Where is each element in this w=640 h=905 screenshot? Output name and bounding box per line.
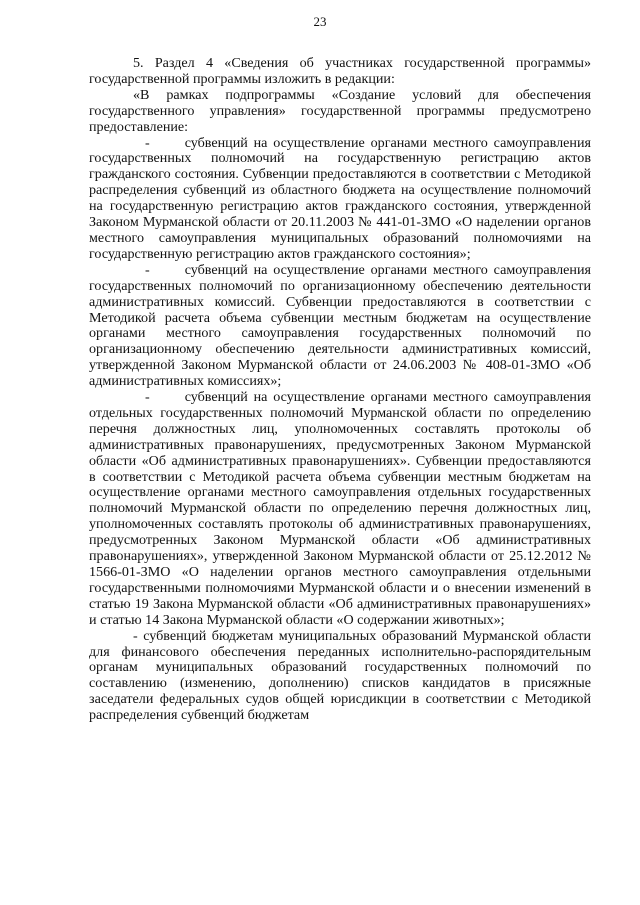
page-number: 23 — [313, 14, 327, 29]
paragraph-subvention-civil-registration: - субвенций на осуществление органами местного самоуправления государственных полномочий на государственную регистрацию актов гражданского состояния. Субвенции предоставляются в соответствии с Методикой распределения субвенций из областного бюджета на осуществление полномочий на государственную регистрацию актов гражданского состояния, утвержденной Законом Мурманской области от 20.11.2003 № 441-01-ЗМО «О наделении органов местного самоуправления муниципальных образований полномочиями на государственную регистрацию актов гражданского состояния»; — [89, 134, 591, 262]
document-body — [89, 56, 591, 724]
paragraph-subvention-protocol-officials: - субвенций на осуществление органами местного самоуправления отдельных государственных полномочий Мурманской области по определению перечня должностных лиц, уполномоченных составлять протоколы об административных правонарушениях, предусмотренных Законом Мурманской области «Об административных правонарушениях». Субвенции предоставляются в соответствии с Методикой расчета объема субвенции местным бюджетам на осуществление органами местного самоуправления отдельных государственных полномочий Мурманской области по определению перечня должностных лиц, уполномоченных составлять протоколы об административных правонарушениях, предусмотренных Законом Мурманской области «Об административных правонарушениях», утвержденной Законом Мурманской области от 25.12.2012 № 1566-01-ЗМО «О наделении органов местного самоуправления отдельными государственными полномочиями Мурманской области и о внесении изменений в статью 19 Закона Мурманской области «Об административных правонарушениях» и статью 14 Закона Мурманской области «О содержании животных»; — [89, 389, 591, 628]
paragraph-subprogram-intro: «В рамках подпрограммы «Создание условий для обеспечения государственного управления» государственной программы предусмотрено предоставление: — [89, 86, 591, 135]
paragraph-subvention-jurors: - субвенций бюджетам муниципальных образований Мурманской области для финансового обеспечения переданных исполнительно-распорядительным органам муниципальных образований государственных полномочий по составлению (изменению, дополнению) списков кандидатов в присяжные заседатели федеральных судов общей юрисдикции в соответствии с Методикой распределения субвенций бюджетам — [89, 627, 591, 724]
paragraph-subvention-administrative-commissions: - субвенций на осуществление органами местного самоуправления государственных полномочий по организационному обеспечению деятельности административных комиссий. Субвенции предоставляются в соответствии с Методикой расчета объема субвенции местным бюджетам на осуществление органами местного самоуправления государственных полномочий по организационному обеспечению деятельности административных комиссий, утвержденной Законом Мурманской области от 24.06.2003 № 408-01-ЗМО «Об административных комиссиях»; — [89, 261, 591, 390]
paragraph-section-intro: 5. Раздел 4 «Сведения об участниках государственной программы» государственной программы изложить в редакции: — [89, 55, 591, 87]
